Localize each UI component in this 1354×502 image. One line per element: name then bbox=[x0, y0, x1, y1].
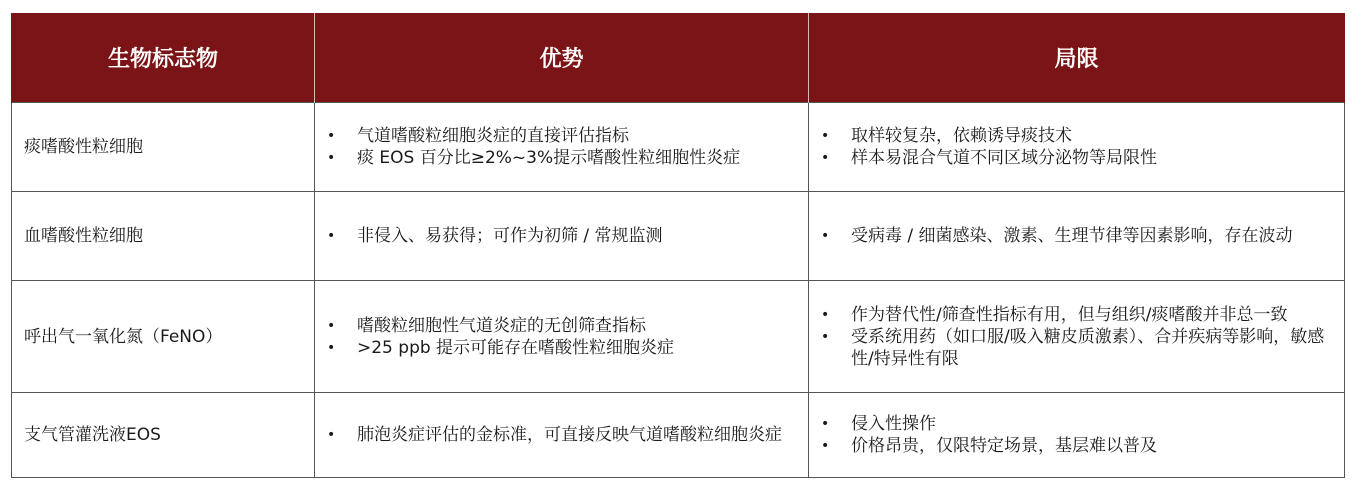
limitations-cell bbox=[809, 393, 1345, 478]
list-item bbox=[315, 315, 794, 337]
advantages-list bbox=[315, 315, 808, 359]
biomarker-name: 痰嗜酸性粒细胞 bbox=[12, 103, 315, 192]
advantages-cell bbox=[315, 281, 809, 393]
list-item bbox=[809, 304, 1330, 326]
bullet-icon: • bbox=[821, 150, 830, 166]
list-item bbox=[809, 125, 1330, 147]
header-row bbox=[12, 13, 1345, 103]
table-row bbox=[12, 192, 1345, 281]
header-advantages: 优势 bbox=[315, 13, 809, 103]
advantages-cell bbox=[315, 103, 809, 192]
list-item bbox=[315, 125, 794, 147]
list-item bbox=[809, 147, 1330, 169]
limitation-text: 取样较复杂，依赖诱导痰技术 bbox=[851, 126, 1072, 146]
limitations-cell bbox=[809, 192, 1345, 281]
table-row bbox=[12, 393, 1345, 478]
advantage-text: 气道嗜酸粒细胞炎症的直接评估指标 bbox=[357, 126, 629, 146]
bullet-icon: • bbox=[327, 427, 336, 443]
header-biomarker: 生物标志物 bbox=[12, 13, 315, 103]
list-item bbox=[809, 326, 1330, 370]
bullet-icon: • bbox=[327, 128, 336, 144]
list-item bbox=[315, 147, 794, 169]
limitation-text: 受系统用药（如口服/吸入糖皮质激素）、合并疾病等影响，敏感性/特异性有限 bbox=[851, 326, 1325, 369]
limitation-text: 受病毒 / 细菌感染、激素、生理节律等因素影响，存在波动 bbox=[851, 226, 1293, 246]
biomarker-name: 呼出气一氧化氮（FeNO） bbox=[12, 281, 315, 393]
list-item bbox=[315, 424, 794, 446]
limitations-list bbox=[809, 225, 1344, 247]
list-item bbox=[315, 225, 794, 247]
limitation-text: 作为替代性/筛查性指标有用，但与组织/痰嗜酸并非总一致 bbox=[851, 304, 1288, 325]
limitations-list bbox=[809, 125, 1344, 169]
bullet-icon: • bbox=[821, 128, 830, 144]
advantage-text: 痰 EOS 百分比≥2%~3%提示嗜酸性粒细胞性炎症 bbox=[357, 148, 741, 168]
list-item bbox=[315, 337, 794, 359]
limitations-cell bbox=[809, 103, 1345, 192]
list-item bbox=[809, 225, 1330, 247]
advantages-list bbox=[315, 424, 808, 446]
header-limitations: 局限 bbox=[809, 13, 1345, 103]
bullet-icon: • bbox=[821, 228, 830, 244]
advantage-text: >25 ppb 提示可能存在嗜酸性粒细胞炎症 bbox=[357, 337, 675, 358]
limitations-list bbox=[809, 304, 1344, 370]
table-row bbox=[12, 103, 1345, 192]
bullet-icon: • bbox=[327, 150, 336, 166]
biomarker-name: 支气管灌洗液EOS bbox=[12, 393, 315, 478]
list-item bbox=[809, 413, 1330, 435]
bullet-icon: • bbox=[821, 416, 830, 432]
advantages-list bbox=[315, 225, 808, 247]
bullet-icon: • bbox=[821, 438, 830, 454]
advantage-text: 嗜酸粒细胞性气道炎症的无创筛查指标 bbox=[357, 315, 646, 336]
bullet-icon: • bbox=[327, 317, 336, 334]
bullet-icon: • bbox=[821, 306, 830, 323]
biomarker-table bbox=[11, 13, 1345, 478]
advantages-cell bbox=[315, 393, 809, 478]
advantage-text: 肺泡炎症评估的金标准，可直接反映气道嗜酸粒细胞炎症 bbox=[357, 425, 782, 445]
table-body bbox=[12, 103, 1345, 478]
limitations-cell bbox=[809, 281, 1345, 393]
list-item bbox=[809, 435, 1330, 457]
bullet-icon: • bbox=[327, 228, 336, 244]
advantages-cell bbox=[315, 192, 809, 281]
limitation-text: 侵入性操作 bbox=[851, 414, 936, 434]
limitation-text: 样本易混合气道不同区域分泌物等局限性 bbox=[851, 148, 1157, 168]
limitation-text: 价格昂贵，仅限特定场景，基层难以普及 bbox=[851, 436, 1157, 456]
table-row bbox=[12, 281, 1345, 393]
table-header bbox=[12, 13, 1345, 103]
advantages-list bbox=[315, 125, 808, 169]
bullet-icon: • bbox=[821, 328, 830, 345]
advantage-text: 非侵入、易获得；可作为初筛 / 常规监测 bbox=[357, 226, 663, 246]
bullet-icon: • bbox=[327, 339, 336, 356]
biomarker-name: 血嗜酸性粒细胞 bbox=[12, 192, 315, 281]
limitations-list bbox=[809, 413, 1344, 457]
